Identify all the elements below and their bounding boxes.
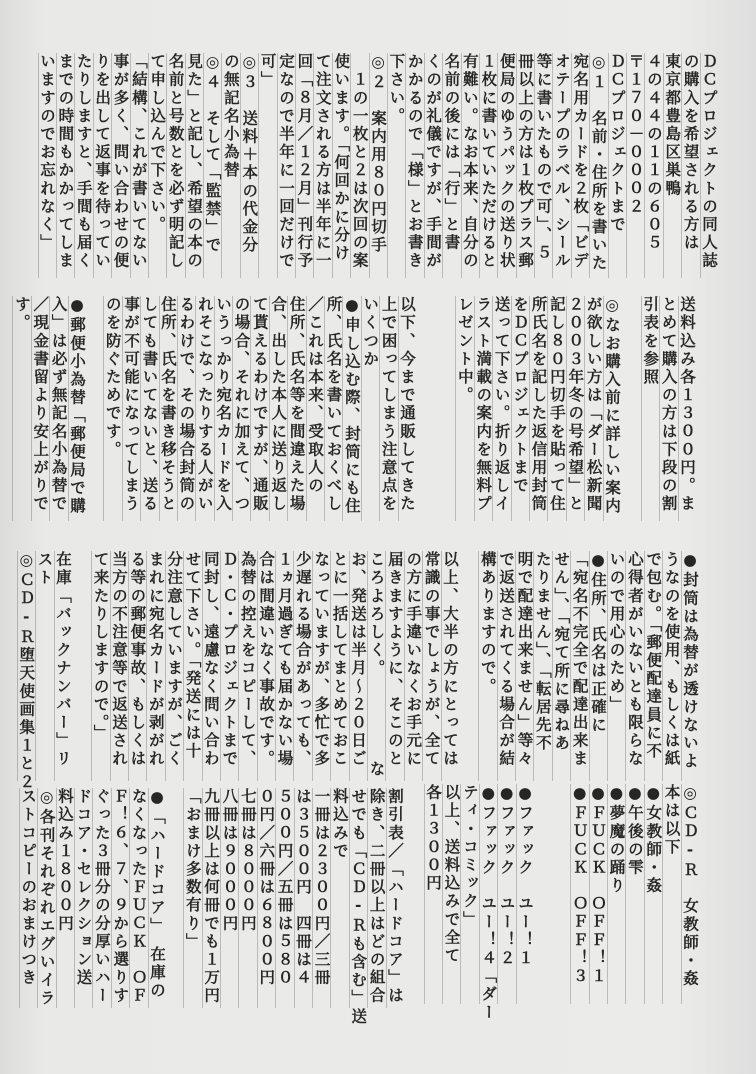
text-column: 有難い。なお本来、自分の <box>461 53 479 278</box>
text-column: れそこなったりする人がい <box>195 296 213 521</box>
text-column: ◎２ 案内用８０円切手 <box>369 53 387 278</box>
text-column: 構ありますので。 <box>478 551 496 781</box>
back-number-list-cdr-block <box>570 784 699 1004</box>
text-column: とめて購入の方は下段の割 <box>659 296 677 521</box>
text-column: 同封し、遠慮なく問い合わ <box>202 551 220 781</box>
text-column: ●住所、氏名は正確に <box>589 551 607 781</box>
text-column: をＤＣプロジェクトまで <box>511 296 529 521</box>
text-column: 定なので半年に一回だけで <box>277 53 295 278</box>
discount-table-block <box>183 788 404 1026</box>
text-column: なくなったＦＵＣＫ ＯＦ <box>129 788 147 1008</box>
text-column: の無記名小為替 <box>221 53 239 278</box>
text-column: す。 <box>12 296 30 521</box>
text-column: る等の郵便事故、もしくは <box>128 551 146 781</box>
text-column: ●ファック ユー！４「ダー <box>479 784 498 1022</box>
text-column: なっていますが、多忙で多 <box>312 551 330 781</box>
text-column: るわけで、その場合封筒の <box>177 296 195 521</box>
text-column: 記し８０円切手を貼って住 <box>547 296 565 521</box>
text-column: ◎４ そして「監禁」で <box>203 53 221 278</box>
envelope-address-notes-block <box>103 296 416 521</box>
text-column: ◎ＣＤ‐Ｒ堕天使画集１と２ <box>17 551 36 792</box>
text-column: 除き、二冊以上はどの組合 <box>367 788 385 1008</box>
text-column: 合、出した本人に送り返し <box>269 296 287 521</box>
text-column: ●女教師・姦 <box>644 784 662 1004</box>
text-column: ぐった３冊分の分厚いハー <box>92 788 110 1008</box>
text-column: て貰えるわけですが、通販 <box>250 296 268 521</box>
text-column: ４の４４の１１の６０５ <box>644 53 662 278</box>
text-column: Ｄ・Ｃ・プロジェクトまで <box>220 551 238 781</box>
text-column: オテープのラベル、シール <box>552 53 570 278</box>
text-column: しても書いてないと、送る <box>140 296 158 521</box>
text-column: て申し込んで下さい。 <box>148 53 166 278</box>
text-column: の方に手違いなくお手元に <box>404 551 422 781</box>
text-column: 「おまけ多数有り」 <box>183 788 201 1008</box>
text-column: ●ファック ユー！２ <box>497 784 515 1004</box>
text-column: 事が多く、問い合わせの便 <box>111 53 129 278</box>
text-column: ◎ＣＤ‐Ｒ 女教師・姦 <box>681 784 699 1004</box>
text-column: せん」、「宛て所に尋ねあ <box>552 551 570 781</box>
text-column: 以上、送料込みで全て <box>442 784 460 1004</box>
text-column: 住所、氏名を書き移そうと <box>159 296 177 521</box>
text-column: レゼント中。 <box>455 296 473 521</box>
text-column: 少遅れる場合があっても、 <box>293 551 311 781</box>
text-column: Ｆ！６、７、９から選りす <box>111 788 129 1008</box>
text-column: りを出して返事を待ってい <box>93 53 111 278</box>
text-column: ●郵便小為替「郵便局で購 <box>68 296 86 521</box>
hardcore-selection-block <box>19 788 166 1008</box>
postal-money-order-note-block <box>12 296 86 521</box>
text-column: たりしますと、手間も届く <box>74 53 92 278</box>
text-column: 常識の事でしょうが、全て <box>422 551 440 781</box>
text-column: 所氏名を記した返信用封筒 <box>529 296 547 521</box>
text-column: で返送されてくる場合が結 <box>497 551 515 781</box>
text-column: ●申し込む際、封筒にも住 <box>342 296 360 521</box>
text-column: 冊以上の方は１枚プラス郵 <box>516 53 534 278</box>
text-column: が欲しい方は「ダー松新聞 <box>584 296 602 521</box>
text-column: いますのでお忘れなく」 <box>38 53 56 278</box>
text-column: ●ＦＵＣＫ ＯＦＦ！３ <box>570 784 588 1004</box>
text-column: 可」 <box>258 53 276 278</box>
text-column: ●午後の雫 <box>625 784 643 1004</box>
text-column: １枚に書いていただけると <box>479 53 497 278</box>
text-column: 本は以下 <box>662 784 680 1004</box>
text-column: 合は間違いなく事故です。 <box>257 551 275 781</box>
text-column: ＤＣプロジェクトまで <box>608 53 626 278</box>
text-column: ●ＦＵＣＫ ＯＦＦ！１ <box>589 784 607 1004</box>
text-column: いうっかり宛名カードを入 <box>214 296 232 521</box>
ordering-instructions-block <box>38 53 718 278</box>
text-column: ころよろしく。 な <box>367 551 385 781</box>
text-column: は３５００円 四冊は４ <box>294 788 312 1008</box>
text-column: 以下、今まで通販してきた <box>398 296 416 521</box>
text-column: までの時間もかかってしま <box>56 53 74 278</box>
text-column: いので用心のため」 <box>607 551 625 781</box>
text-column: 引表を参照 <box>641 296 659 521</box>
text-column: 料込みで <box>330 788 348 1008</box>
text-column: 当方の不注意等で返送され <box>110 551 128 781</box>
text-column: 東京都豊島区巣鴨 <box>663 53 681 278</box>
text-column: ／現金書留より安上がりで <box>31 296 49 521</box>
text-column: ラスト満載の案内を無料プ <box>474 296 492 521</box>
text-column: ●ファック ユー！１ <box>516 784 534 1004</box>
text-column: かかるので「様」とお書き <box>405 53 423 278</box>
text-column: ／これは本来、受取人の <box>306 296 324 521</box>
envelope-and-address-tips-block <box>478 551 699 781</box>
text-column: ●封筒は為替が透けないよ <box>681 551 699 781</box>
text-column: 事が不可能になってしまう <box>122 296 140 521</box>
text-column: て来たりしますので。」 <box>91 551 109 781</box>
text-column: いくつか <box>361 296 379 521</box>
text-column: せて下さい。「発送には十 <box>183 551 201 781</box>
text-column: ◎なお購入前に詳しい案内 <box>603 296 621 521</box>
text-column: 下さい。 <box>387 53 405 278</box>
text-column: 名前と号数とを必ず明記し <box>166 53 184 278</box>
text-column: 為替の控えをコピーして、 <box>238 551 256 781</box>
text-column: １ヵ月過ぎても届かない場 <box>275 551 293 781</box>
text-column: うなのを使用、もしくは紙 <box>662 551 680 781</box>
text-column: 各１３００円 <box>424 784 442 1004</box>
text-column: 使います。「何回かに分け <box>332 53 350 278</box>
text-column: 九冊以上は何冊でも１万円 <box>202 788 220 1008</box>
text-column: 割引表／「ハードコア」は <box>386 788 404 1008</box>
text-column: 見た」と記し、希望の本の <box>185 53 203 278</box>
text-column: ティ・コミック」 <box>460 784 478 1004</box>
text-column: 分注意していますが、ごく <box>165 551 183 781</box>
text-column: まれに宛名カードが剥がれ <box>146 551 164 781</box>
text-column: 〒１７０－０００２ <box>626 53 644 278</box>
text-column: 等に書いたもので可」、５ <box>534 53 552 278</box>
text-column: の購入を希望される方は <box>681 53 699 278</box>
text-column: のを防ぐためです。 <box>103 296 121 521</box>
text-column: の場合、それに加えて、つ <box>232 296 250 521</box>
text-column: 入」は必ず無記名小為替で <box>49 296 67 521</box>
text-column: 七冊は８０００円 <box>238 788 256 1008</box>
text-column: 所、氏名を書いておくべし <box>324 296 342 521</box>
text-column: ０円／六冊は６８００円 <box>257 788 275 1008</box>
text-column: くのが礼儀ですが、手間が <box>424 53 442 278</box>
text-column: ドコア・セレクション送 <box>74 788 92 1008</box>
text-column: ２００３年冬の号希望」と <box>566 296 584 521</box>
text-column: たりません」、「転居先不 <box>533 551 551 781</box>
text-column: ＤＣプロジェクトの同人誌 <box>700 53 718 278</box>
text-column: 料込み１８００円 <box>56 788 74 1008</box>
text-column: 「宛名不完全で配達出来ま <box>570 551 588 781</box>
text-column: ５００円／五冊は５８０ <box>275 788 293 1008</box>
text-column: とに一括してまとめておこ <box>330 551 348 781</box>
text-column: 上で困ってしまう注意点を <box>379 296 397 521</box>
text-column: 以上、大半の方にとっては <box>441 551 459 781</box>
text-column: １の一枚と２は次回の案 <box>350 53 368 278</box>
text-column: お、発送は半月～２０日ご <box>349 551 367 781</box>
text-column: せでも「ＣＤ‐Ｒも含む」送 <box>349 788 368 1026</box>
text-column: 送って下さい。折り返しイ <box>492 296 510 521</box>
text-column: ◎各刊それぞれエグいイラ <box>37 788 56 1008</box>
text-column: ●「ハードコア」 在庫の <box>148 788 166 1008</box>
text-column: 名前の後には「行」と書 <box>442 53 460 278</box>
text-column: 宛名用カードを２枚「ビデ <box>571 53 589 278</box>
text-column: 一冊は２３００円／三冊 <box>312 788 330 1008</box>
shipping-price-note-block <box>641 296 696 521</box>
text-column: 住所、氏名等を間違えた場 <box>287 296 305 521</box>
back-number-list-heading-block <box>17 551 72 792</box>
text-column: ◎１ 名前・住所を書いた <box>589 53 607 278</box>
text-column: 送料込み各１３００円。ま <box>678 296 696 521</box>
text-column: 回「８月／１２月」刊行予 <box>295 53 313 278</box>
text-column: で包む。「郵便配達員に不 <box>644 551 662 781</box>
text-column: 心得者がいないとも限らな <box>625 551 643 781</box>
text-column: 八冊は９０００円 <box>220 788 238 1008</box>
text-column: 「結構、これが書いてない <box>130 53 148 278</box>
text-column: スト <box>35 551 53 781</box>
text-column: 便局のゆうパックの送り状 <box>497 53 515 278</box>
shipping-timing-notes-block <box>91 551 459 781</box>
text-column: ストコピーのおまけつき <box>19 788 37 1008</box>
back-number-list-books-block <box>424 784 534 1022</box>
text-column: 明で配達出来ません」等々 <box>515 551 533 781</box>
text-column: て注文される方は半年に一 <box>313 53 331 278</box>
free-catalog-request-block <box>455 296 621 521</box>
text-column: ◎３ 送料＋本の代金分 <box>240 53 258 278</box>
text-column: ●夢魔の踊り <box>607 784 625 1004</box>
text-column: 在庫「バックナンバー」リ <box>54 551 72 781</box>
text-column: 届きますように、そこのと <box>385 551 403 781</box>
